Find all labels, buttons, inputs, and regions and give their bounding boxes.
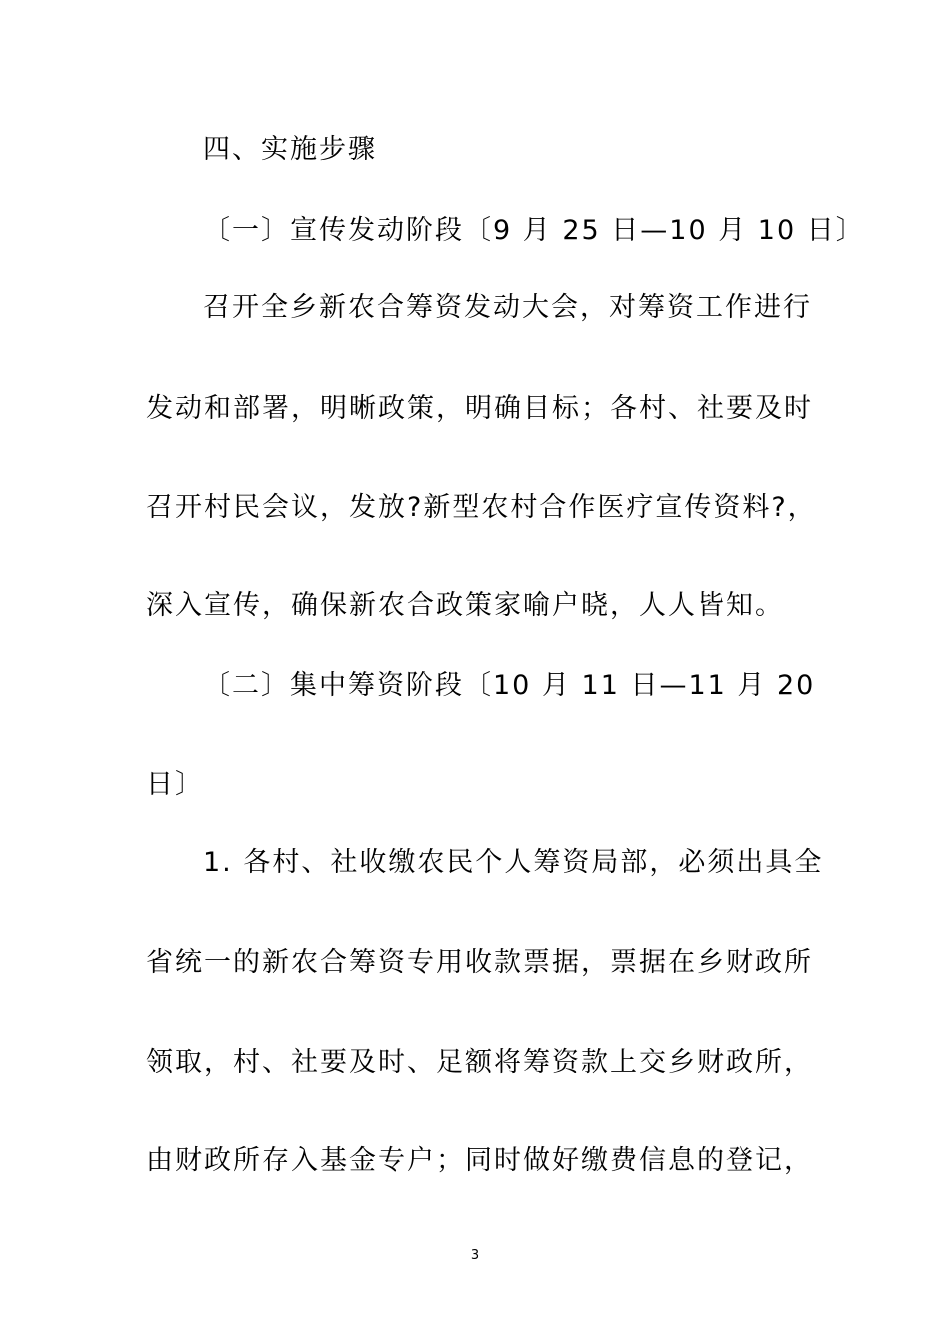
paragraph-line: 召开村民会议，发放?新型农村合作医疗宣传资料?， — [146, 492, 817, 523]
page-number: 3 — [470, 1248, 480, 1263]
paragraph-line: 发动和部署，明晰政策，明确目标；各村、社要及时 — [146, 393, 813, 424]
subsection-heading: 〔一〕宣传发动阶段〔9 月 25 日—10 月 10 日〕 — [203, 215, 865, 246]
paragraph-line: 召开全乡新农合筹资发动大会，对筹资工作进行 — [203, 292, 812, 323]
subsection-heading: 〔二〕集中筹资阶段〔10 月 11 日—11 月 20 — [203, 670, 816, 701]
section-heading: 四、实施步骤 — [203, 134, 377, 165]
paragraph-line: 由财政所存入基金专户；同时做好缴费信息的登记， — [146, 1145, 813, 1176]
paragraph-line: 深入宣传，确保新农合政策家喻户晓，人人皆知。 — [146, 590, 784, 621]
paragraph-line: 省统一的新农合筹资专用收款票据，票据在乡财政所 — [146, 947, 813, 978]
paragraph-line: 领取，村、社要及时、足额将筹资款上交乡财政所， — [146, 1047, 813, 1078]
subsection-heading-continued: 日〕 — [146, 769, 204, 800]
paragraph-line: 1. 各村、社收缴农民个人筹资局部，必须出具全 — [203, 847, 824, 878]
